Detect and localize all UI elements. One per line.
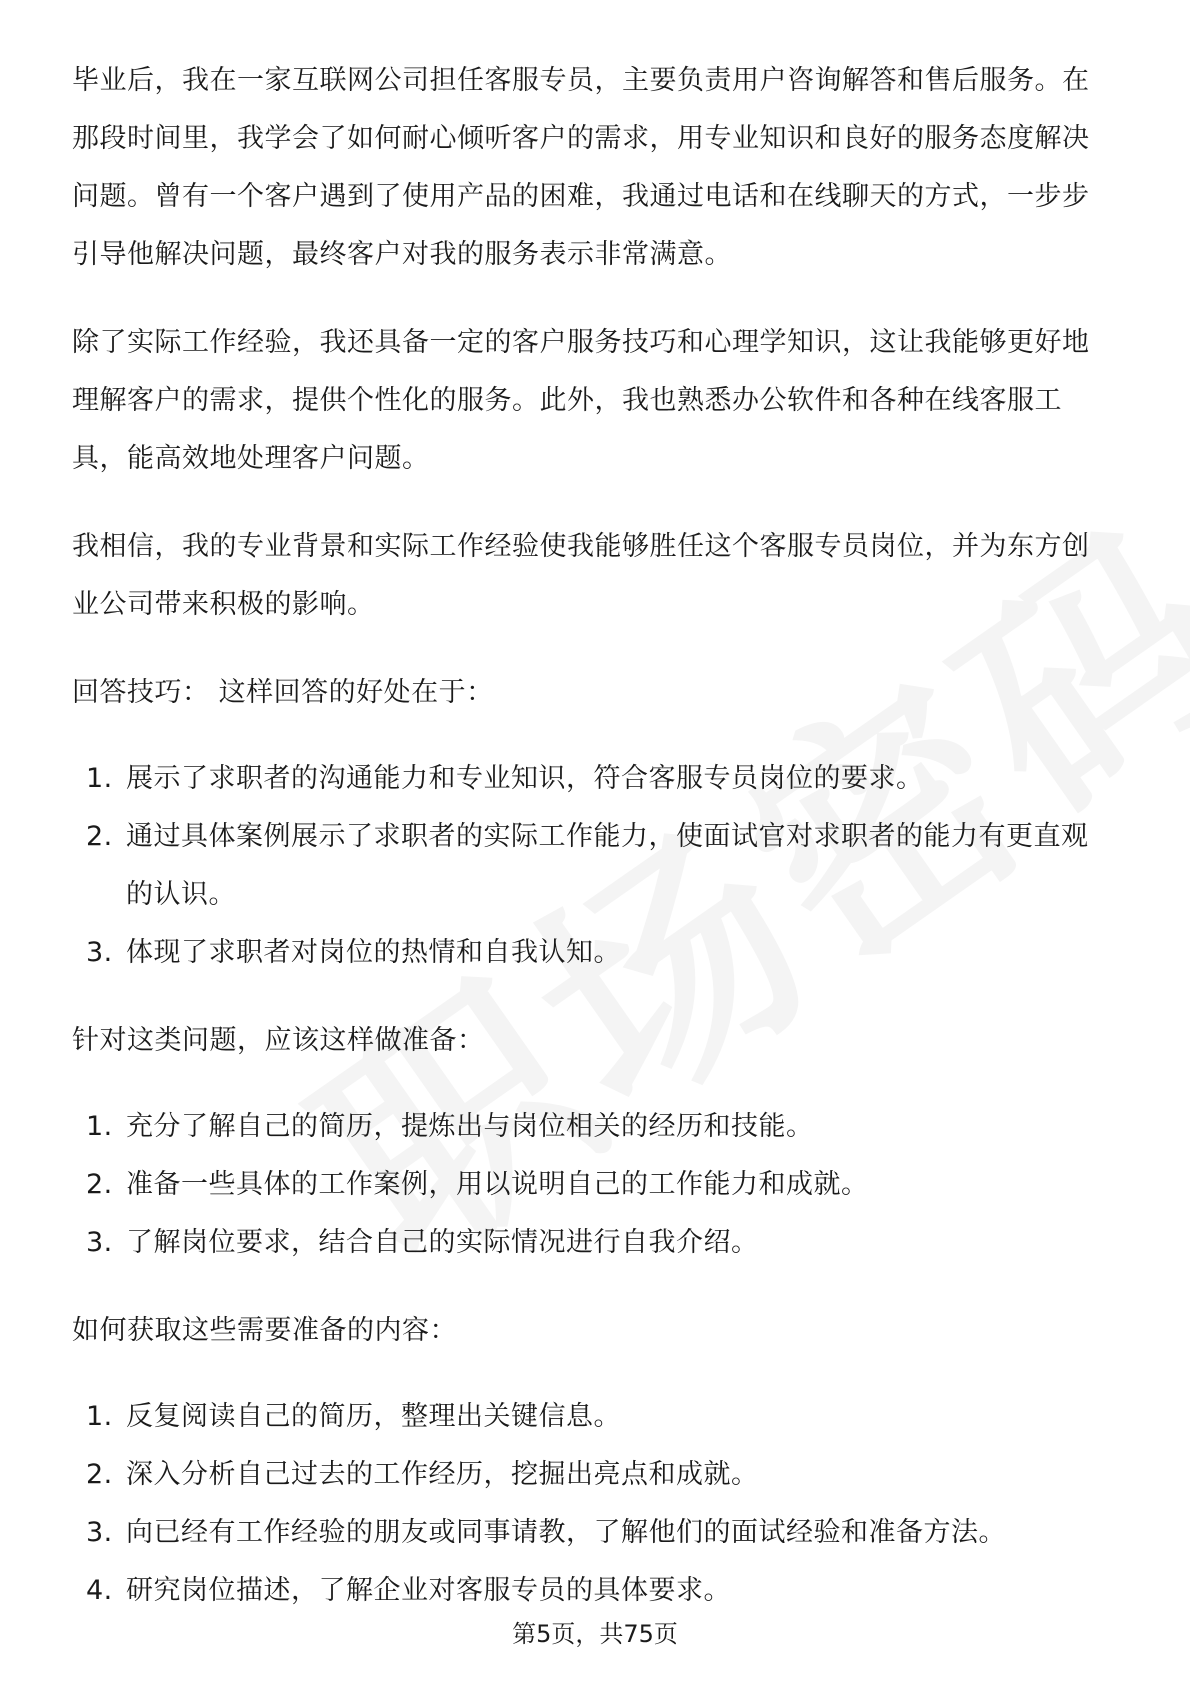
list-item [72, 1446, 1112, 1504]
list-item [72, 1504, 1112, 1562]
list-number: 2. [86, 1169, 113, 1200]
obtain-label: 如何获取这些需要准备的内容： [72, 1315, 457, 1346]
list-number: 4. [86, 1575, 113, 1606]
list-item-text: 了解岗位要求，结合自己的实际情况进行自我介绍。 [126, 1227, 759, 1258]
paragraph-conclusion: 我相信，我的专业背景和实际工作经验使我能够胜任这个客服专员岗位，并为东方创业公司带来积极的影响。 [72, 531, 1090, 620]
list-item [72, 1562, 1112, 1620]
list-item [72, 750, 1112, 808]
list-item [72, 924, 1112, 982]
prep-list [72, 1098, 1112, 1272]
list-number: 1. [86, 1401, 113, 1432]
list-number: 3. [86, 937, 113, 968]
list-item [72, 1388, 1112, 1446]
list-item [72, 1098, 1112, 1156]
list-number: 1. [86, 1111, 113, 1142]
document-page [72, 52, 1112, 1650]
tips-label: 回答技巧： 这样回答的好处在于： [72, 677, 494, 708]
obtain-list [72, 1388, 1112, 1620]
list-item [72, 808, 1112, 924]
list-item-text: 展示了求职者的沟通能力和专业知识，符合客服专员岗位的要求。 [126, 763, 924, 794]
list-item-text: 向已经有工作经验的朋友或同事请教，了解他们的面试经验和准备方法。 [126, 1517, 1006, 1548]
list-item-text: 准备一些具体的工作案例，用以说明自己的工作能力和成就。 [126, 1169, 869, 1200]
prep-label: 针对这类问题，应该这样做准备： [72, 1025, 485, 1056]
list-item-text: 体现了求职者对岗位的热情和自我认知。 [126, 937, 621, 968]
paragraph-skills: 除了实际工作经验，我还具备一定的客户服务技巧和心理学知识，这让我能够更好地理解客户的需求，提供个性化的服务。此外，我也熟悉办公软件和各种在线客服工具，能高效地处理客户问题。 [72, 327, 1090, 474]
paragraph-work-experience: 毕业后，我在一家互联网公司担任客服专员，主要负责用户咨询解答和售后服务。在那段时间里，我学会了如何耐心倾听客户的需求，用专业知识和良好的服务态度解决问题。曾有一个客户遇到了使用产品的困难，我通过电话和在线聊天的方式，一步步引导他解决问题，最终客户对我的服务表示非常满意。 [72, 65, 1090, 270]
page-footer: 第5页，共75页 [512, 1620, 678, 1648]
list-number: 2. [86, 821, 113, 852]
list-item-text: 反复阅读自己的简历，整理出关键信息。 [126, 1401, 621, 1432]
list-number: 1. [86, 763, 113, 794]
tips-list [72, 750, 1112, 982]
list-number: 3. [86, 1517, 113, 1548]
list-item-text: 通过具体案例展示了求职者的实际工作能力，使面试官对求职者的能力有更直观的认识。 [126, 821, 1089, 910]
list-item [72, 1156, 1112, 1214]
list-number: 2. [86, 1459, 113, 1490]
list-item-text: 深入分析自己过去的工作经历，挖掘出亮点和成就。 [126, 1459, 759, 1490]
list-item-text: 充分了解自己的简历，提炼出与岗位相关的经历和技能。 [126, 1111, 814, 1142]
list-number: 3. [86, 1227, 113, 1258]
list-item [72, 1214, 1112, 1272]
list-item-text: 研究岗位描述，了解企业对客服专员的具体要求。 [126, 1575, 731, 1606]
